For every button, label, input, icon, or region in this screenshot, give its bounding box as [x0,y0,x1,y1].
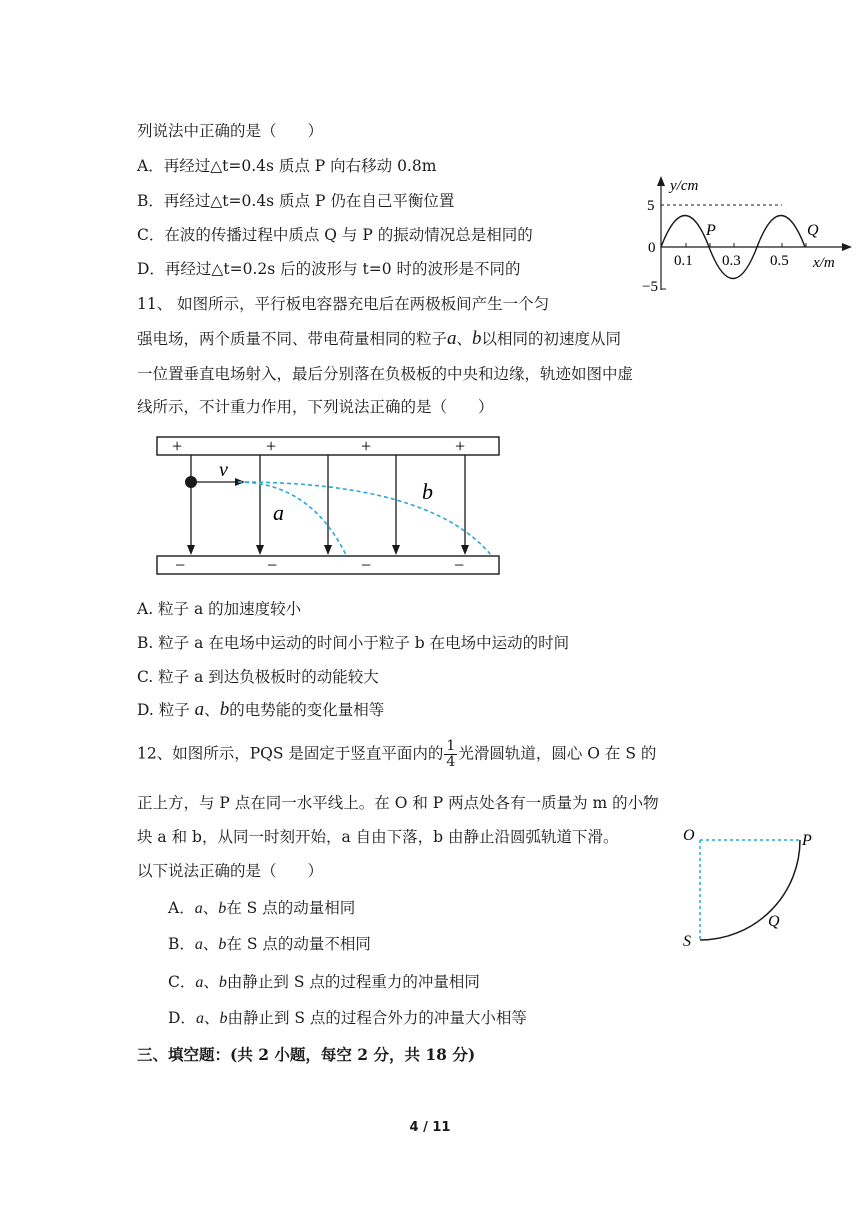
wave-point-q: Q [807,222,819,239]
wave-y-tick-0: 0 [648,240,656,256]
q10-option-d: D．再经过△t=0.2s 后的波形与 t=0 时的波形是不同的 [137,260,521,278]
q10-option-a: A．再经过△t=0.4s 质点 P 向右移动 0.8m [137,157,437,175]
q10-stem: 列说法中正确的是（ ） [137,122,324,140]
q10-wave-figure [630,172,855,297]
q12-option-c: C．a、b由静止到 S 点的过程重力的冲量相同 [168,973,480,991]
wave-x-tick-0.5: 0.5 [770,253,789,269]
point-p-label: P [802,832,812,849]
minus-sign-4: − [454,555,465,575]
q12-stem-line1: 12、如图所示，PQS 是固定于竖直平面内的 $\frac{1}{4}$ 光滑圆轨道，圆心 O 在 S 的 [137,738,657,770]
q11-stem-line1: 11、 如图所示，平行板电容器充电后在两极板间产生一个匀 [137,295,550,313]
point-s-label: S [683,933,691,950]
minus-sign-1: − [175,555,186,575]
point-o-label: O [683,827,695,844]
q12-option-a: A．a、b在 S 点的动量相同 [168,899,356,917]
quarter-fraction: $\frac{1}{4}$ [446,738,456,770]
q11-stem-line3: 一位置垂直电场射入，最后分别落在负极板的中央和边缘，轨迹如图中虚 [137,365,634,383]
wave-point-p: P [706,222,716,239]
q12-option-d: D．a、b由静止到 S 点的过程合外力的冲量大小相等 [168,1009,527,1027]
plus-sign-2: + [266,436,277,456]
plus-sign-1: + [172,436,183,456]
q11-option-d: D. 粒子 a、b的电势能的变化量相等 [137,699,385,720]
wave-y-tick-neg5: −5 [642,279,658,295]
q12-stem-line3: 块 a 和 b，从同一时刻开始，a 自由下落，b 由静止沿圆弧轨道下滑。 [137,828,619,846]
wave-x-tick-0.3: 0.3 [722,253,741,269]
q11-option-b: B. 粒子 a 在电场中运动的时间小于粒子 b 在电场中运动的时间 [137,634,570,652]
minus-sign-3: − [361,555,372,575]
q12-stem-line4: 以下说法正确的是（ ） [137,862,324,880]
wave-x-axis-label: x/m [813,255,835,271]
q11-stem-line4: 线所示，不计重力作用，下列说法正确的是（ ） [137,398,494,416]
q11-capacitor-figure [150,430,505,580]
q12-stem-line2: 正上方，与 P 点在同一水平线上。在 O 和 P 两点处各有一质量为 m 的小物 [137,794,659,812]
trajectory-a-label: a [273,500,284,525]
wave-y-tick-5: 5 [647,198,655,214]
q10-option-b: B．再经过△t=0.4s 质点 P 仍在自己平衡位置 [137,192,455,210]
page-number: 4 / 11 [409,1120,451,1135]
q11-option-a: A. 粒子 a 的加速度较小 [137,600,302,618]
wave-y-axis-label: y/cm [670,178,699,194]
q12-option-b: B．a、b在 S 点的动量不相同 [168,935,371,953]
minus-sign-2: − [267,555,278,575]
q12-track-figure [680,822,820,952]
plus-sign-3: + [361,436,372,456]
plus-sign-4: + [455,436,466,456]
wave-x-tick-0.1: 0.1 [674,253,693,269]
q10-option-c: C．在波的传播过程中质点 Q 与 P 的振动情况总是相同的 [137,226,533,244]
section-3-heading: 三、填空题：(共 2 小题，每空 2 分，共 18 分) [137,1045,476,1064]
velocity-label: v [219,459,228,481]
trajectory-b-label: b [422,479,433,504]
point-q-label: Q [768,913,780,930]
q11-option-c: C. 粒子 a 到达负极板时的动能较大 [137,668,379,686]
q11-stem-line2: 强电场，两个质量不同、带电荷量相同的粒子a、b以相同的初速度从同 [137,328,622,349]
